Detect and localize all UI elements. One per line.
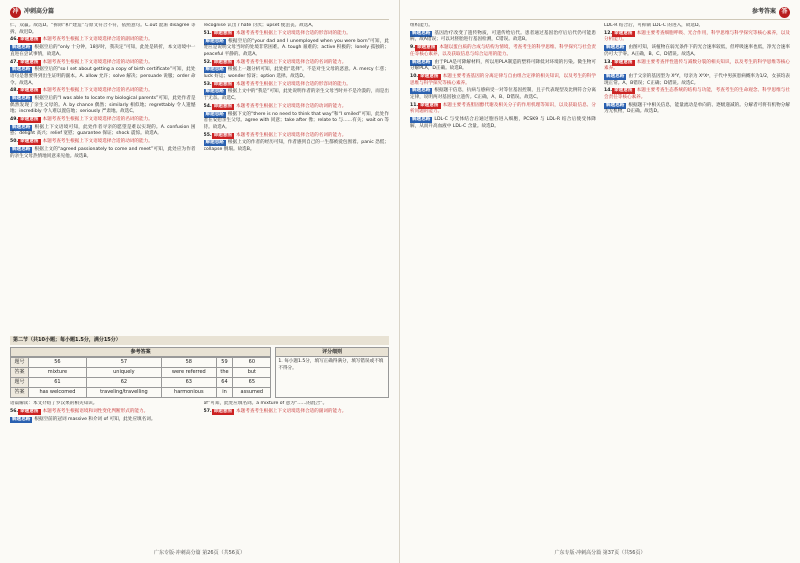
question-intent (204, 409, 390, 416)
paragraph-text: 根据空后的“your dad and I unemployed when you were born”可知，此处应是说明父母当时的处境非常困难。A. tough 艰难的；active 积极的；lonely 孤独的；peaceful 平静的。故选A。 (203, 38, 389, 57)
left-header (10, 6, 389, 20)
solution-analysis (410, 117, 596, 130)
brand-logo-icon: 答 (779, 7, 790, 18)
left-header-title: 冲刺高分篇 (24, 8, 55, 16)
label-tag: 命题意图 (20, 117, 39, 123)
text-paragraph (410, 23, 596, 30)
answer-cell: 60 (233, 358, 271, 368)
paragraph-text: 本题考查考生根据上下文语境选择合适的名词的能力。 (236, 59, 347, 65)
paragraph-text: 本题考查考生根据语境和词性变化判断形式的能力。 (42, 408, 149, 414)
question-number: 53. (203, 81, 212, 87)
label-tag: 命题意图 (416, 45, 436, 51)
question-intent (204, 104, 390, 111)
answer-cell: were referred (161, 368, 216, 378)
paragraph-text: 本题主要考查胆固醇代谢及相关分子的作用机理等知识，以及获取信息、分析问题的能力。 (410, 102, 596, 115)
answer-cell: has welcomed (29, 388, 87, 398)
question-intent (604, 88, 790, 101)
paragraph-text: 根据上一题分析可知，此处指“选择”，不是对生父母的恶意。A. mercy 仁慈；luck 好运；wonder 惊讶；option 选择。故选D。 (203, 67, 389, 79)
left-column-2 (204, 23, 390, 333)
answer-cell: traveling/travelling (86, 388, 161, 398)
answer-cell: but (233, 368, 271, 378)
paragraph-text: 根据上文的“agreed passionately to come and meet”可知，此处应为作者的亲生父母热情地同意来见他。故选B。 (10, 146, 196, 159)
question-intent (10, 88, 196, 95)
question-intent (410, 103, 596, 116)
paragraph-text: 本题考查考生根据上下文语境选择合适的动词的能力。 (42, 59, 153, 65)
solution-analysis (10, 125, 196, 138)
label-tag: 解题思路 (205, 89, 224, 95)
question-number: 9. (410, 45, 415, 51)
answer-cell: 57 (86, 358, 161, 368)
paragraph-text: 本题考查考生根据上下文语境选择合适的名词的能力。 (42, 88, 153, 94)
paragraph-text: 根据题干中相关信息，能量流动是单向的、逐级递减的。分解者可将有机物分解为无机物，D正确。故选D。 (604, 102, 790, 115)
paragraph-text: 语篇解读：本文介绍了罗汉果的相关知识。 (10, 401, 98, 407)
solution-analysis (410, 88, 596, 101)
brand-logo-icon: 冲 (10, 7, 21, 18)
label-tag: 解题思路 (205, 111, 224, 117)
paragraph-text: 根据上文的作者的经历可知，作者感到自己的一生都被爱包围着。panic 恐慌；collapse 倒塌。故选B。 (203, 140, 389, 152)
paragraph-text: of”可知，此处应填名词。a mixture of 意为“……的混合”。 (203, 401, 328, 407)
solution-analysis (204, 140, 390, 153)
label-tag: 命题意图 (20, 88, 39, 94)
left-footer: 广东专版·冲刺高分篇 第26页（共56页） (154, 550, 245, 557)
paragraph-text: 根据上文中的“我是”可知，此处说明作者的亲生父母当时并不是冷漠的，而是出于无奈。故选C。 (203, 89, 389, 102)
solution-analysis (204, 39, 390, 59)
question-intent (604, 60, 790, 73)
right-page (400, 0, 800, 563)
paragraph-text: 组织能力。 (410, 23, 433, 28)
paragraph-text: 本题主要考查细胞呼吸、光合作用，科学思维与科学探究等核心素养，以及分析能力。 (604, 30, 790, 43)
paragraph-text: 仁，双赢。故选D。“拆除”和“建造”与原文符合不符，依照意句。C.out 混淆 disagree 等拆，故迟D。 (10, 23, 196, 35)
answer-cell: the (216, 368, 233, 378)
paragraph-text: 本题主要考查伴性遗传与减数分裂的相关知识，以及考生的科学思维等核心素养。 (604, 59, 790, 72)
text-paragraph (604, 23, 790, 30)
solution-analysis (410, 60, 596, 73)
question-intent (10, 409, 196, 416)
solution-analysis (204, 67, 390, 80)
solution-analysis (10, 96, 196, 116)
left-bottom-column-2 (204, 401, 390, 511)
solution-analysis (604, 45, 790, 58)
paragraph-text: 根据空前的冠词 massive 和介词 of 可知，此处应填名词。 (34, 416, 156, 422)
question-number: 52. (203, 59, 212, 65)
label-tag: 命题意图 (213, 30, 233, 36)
question-number: 49. (10, 117, 19, 123)
paragraph-text: 本题考查考生根据上下文语境选择合适的动词的能力。 (236, 103, 347, 109)
solution-analysis (410, 31, 596, 44)
answer-cell: uniquely (86, 368, 161, 378)
paragraph-text: 由图可知，该植物在弱光条件下的光合速率较低，但呼吸速率也低，净光合速率仍可大于零。A正确，B、C、D错误。故选A。 (604, 45, 790, 57)
label-tag: 解题思路 (12, 96, 31, 102)
label-tag: 解题思路 (205, 140, 224, 146)
answer-cell: 56 (29, 358, 87, 368)
label-tag: 命题意图 (213, 81, 233, 87)
answer-table: 题号 56 57 58 59 60 答案 mixture uniquely were referred the but 题号 61 62 63 64 65 答案 has welcomed traveling/travelling harmonious in assumed (10, 357, 271, 398)
paragraph-text: 根据上下文语境可知，此处作者寻亲的愿望是难以实现的。A. confusion 困惑；delight 高兴；relief 宽慰；guarantee 保证；shock 震惊。故选A。 (10, 124, 196, 137)
label-tag: 解题思路 (412, 88, 431, 94)
label-tag: 命题意图 (20, 408, 39, 414)
paragraph-text: 根据空后的“so I set about getting a copy of birth certificate”可知，此处语句是想要得到出生证明的副本。A. allow 允许；solve 解决；persuade 说服；order 命令。故选A。 (10, 67, 196, 86)
answer-area (10, 347, 389, 399)
paragraph-text: 根据题干信息，抗病与感病受一对等位基因控制，且子代表现型及比例符合分离定律，说明两对基因独立遗传。C正确，A、B、D错误。故选C。 (410, 88, 596, 100)
text-paragraph (10, 23, 196, 36)
right-column-2 (604, 23, 790, 531)
text-paragraph (204, 401, 390, 408)
paragraph-text: 由于PLA是可降解材料，所以用PLA制造的塑料可降低对环境的污染。微生物可分解PLA，D正确。故选B。 (410, 59, 596, 72)
right-columns (410, 23, 790, 531)
question-number: 57. (203, 408, 212, 414)
solution-analysis (204, 112, 390, 132)
label-tag: 解题思路 (412, 59, 431, 65)
question-number: 47. (10, 59, 19, 65)
question-intent (10, 139, 196, 146)
question-intent (410, 45, 596, 58)
label-tag: 解题思路 (205, 67, 224, 73)
paragraph-text: 本题考查考生根据上下文语境选择合适的动词的能力。 (42, 139, 153, 145)
left-bottom-column-1 (10, 401, 196, 511)
question-intent (10, 117, 196, 124)
label-tag: 解题思路 (412, 117, 431, 123)
paragraph-text: 本题考查考生根据上下文语境选择合适的副词的能力。 (236, 408, 347, 414)
label-tag: 命题意图 (20, 139, 39, 145)
paragraph-text: LDL-C 与受体结合后通过胞吞进入细胞，PCSK9 与 LDL-R 结合后使受体降解，从而升高血液中 LDL-C 含量。故选D。 (410, 117, 596, 129)
solution-analysis (604, 103, 790, 116)
paragraph-text: 本题以蛋白质的合成与结构为情境，考查考生的科学思维、科学探究与社会责任等核心素养，以及获取信息与综合运用的能力。 (410, 45, 596, 57)
solution-analysis (10, 147, 196, 160)
label-tag: 解题思路 (12, 146, 31, 152)
question-number: 12. (604, 30, 613, 36)
paragraph-text: 本题考查考生根据上下文语境选择合适的名词的能力。 (42, 117, 153, 123)
question-number: 48. (10, 88, 19, 94)
answer-cell: mixture (29, 368, 87, 378)
label-tag: 命题意图 (213, 103, 233, 109)
paragraph-text: 本题考查考生根据上下文语境选择合适的形容词的能力。 (236, 30, 351, 36)
question-intent (10, 37, 196, 44)
answer-cell: 58 (161, 358, 216, 368)
section-2-title: 第二节（共10小题；每小题1.5分，满分15分） (10, 336, 389, 345)
label-tag: 解题思路 (205, 38, 224, 44)
question-number: 14. (604, 88, 613, 94)
question-number: 55. (203, 132, 212, 138)
answer-cell: 64 (216, 378, 233, 388)
paragraph-text: recognise 认出 / hate 讨厌；upset 使沮丧。故选A。 (203, 23, 317, 28)
answer-cell: 62 (86, 378, 161, 388)
question-intent (204, 82, 390, 89)
paragraph-text: 根据空后的“I was able to locate my biological parents”可知，此处作者是偶然发现了亲生父母的。A. by chance 偶然；similarly 相似地；regrettably 令人遗憾地；incredibly 令人难以置信地；seriously 严肃地。故选C。 (10, 96, 196, 115)
question-number: 54. (203, 103, 212, 109)
label-tag: 命题意图 (420, 73, 439, 79)
paragraph-text: 根据空后的“only 十分钟，18岁时，我决定”可知，此处是转折，本文语境中一直进在尝试事情，故选A。 (10, 45, 196, 57)
question-number: 46. (10, 37, 19, 43)
label-tag: 命题意图 (614, 30, 633, 36)
label-tag: 命题意图 (213, 408, 233, 414)
left-column-1 (10, 23, 196, 333)
paragraph-text: 根据下文的“there is no need to think that way”和“I smiled”可知，此处作者在安慰亲生父母。agree with 同意；take after 像；relate to 与……有关；wait on 等待。故选A。 (203, 111, 389, 130)
question-intent (204, 133, 390, 140)
score-rules: 1. 每小题1.5分，填写正确得满分，填写错误或不填不得分。 (275, 356, 389, 398)
question-intent (10, 60, 196, 67)
right-footer: 广东专版·冲刺高分篇 第37页（共56页） (554, 550, 646, 557)
text-paragraph (10, 401, 196, 408)
label-tag: 命题意图 (20, 37, 39, 43)
paragraph-text: 由于父亲的基因型为 XᴬY，母亲为 XᴬXᵃ，子代中男孩患病概率为1/2，女孩均表现正常。A、B错误；C正确；D错误。故选C。 (604, 73, 790, 86)
label-tag: 命题意图 (420, 102, 439, 108)
paragraph-text: 本题主要考查生态系统的结构与功能，考查考生的生命观念、科学思维与社会责任等核心素养。 (604, 88, 790, 100)
answer-cell: 65 (233, 378, 271, 388)
label-tag: 解题思路 (606, 102, 625, 108)
answers-title: 参考答案 (10, 347, 271, 358)
label-tag: 解题思路 (606, 45, 625, 51)
label-tag: 解题思路 (606, 73, 625, 79)
solution-analysis (10, 417, 196, 424)
answer-cell: assumed (233, 388, 271, 398)
label-tag: 命题意图 (213, 132, 233, 138)
right-column-1 (410, 23, 596, 531)
question-intent (604, 31, 790, 44)
answer-cell: 63 (161, 378, 216, 388)
paragraph-text: 基因治疗改变了遗传物质，可遗传给后代。患者通过基因治疗后后代仍可能患病，故A错误；可以对胚胎进行基因检测，C错误。故选B。 (410, 30, 596, 43)
solution-analysis (10, 45, 196, 58)
label-tag: 解题思路 (412, 30, 431, 36)
right-header (410, 6, 790, 20)
solution-analysis (204, 89, 390, 102)
question-number: 51. (203, 30, 212, 36)
question-intent (204, 31, 390, 38)
answer-cell: 59 (216, 358, 233, 368)
answer-cell: in (216, 388, 233, 398)
label-tag: 命题意图 (614, 88, 633, 94)
answer-cell: 61 (29, 378, 87, 388)
paragraph-text: 本题考查考生根据上下文语境选择合适的名词的能力。 (236, 132, 347, 138)
text-paragraph (204, 23, 390, 30)
question-number: 13. (604, 59, 613, 65)
solution-analysis (10, 67, 196, 87)
answer-cell: harmonious (161, 388, 216, 398)
label-tag: 解题思路 (12, 416, 31, 422)
question-number: 50. (10, 139, 19, 145)
paragraph-text: 本题考查考生根据上下文语境选择合适的副词的能力。 (42, 37, 153, 43)
question-intent (410, 74, 596, 87)
solution-analysis (604, 74, 790, 87)
right-header-title: 参考答案 (751, 8, 776, 16)
question-number: 10. (410, 73, 419, 79)
left-columns (10, 23, 389, 333)
label-tag: 解题思路 (12, 67, 31, 73)
paragraph-text: 本题考查考生根据上下文语境选择合适的形容词的能力。 (236, 81, 351, 87)
score-title: 评分细则 (275, 347, 389, 357)
label-tag: 命题意图 (213, 59, 233, 65)
label-tag: 命题意图 (614, 59, 633, 65)
question-intent (204, 60, 390, 67)
label-tag: 解题思路 (12, 45, 31, 51)
question-number: 11. (410, 102, 419, 108)
paragraph-text: 本题主要考查基因的分离定律与自由组合定律的相关知识，以及考生的科学思维与科学探究等核心素养。 (410, 73, 596, 86)
label-tag: 解题思路 (12, 124, 31, 130)
paragraph-text: LDL-R 结合后，可抑制 LDL-C 的进入，故选D。 (604, 23, 704, 28)
label-tag: 命题意图 (20, 59, 39, 65)
question-number: 56. (10, 408, 19, 414)
